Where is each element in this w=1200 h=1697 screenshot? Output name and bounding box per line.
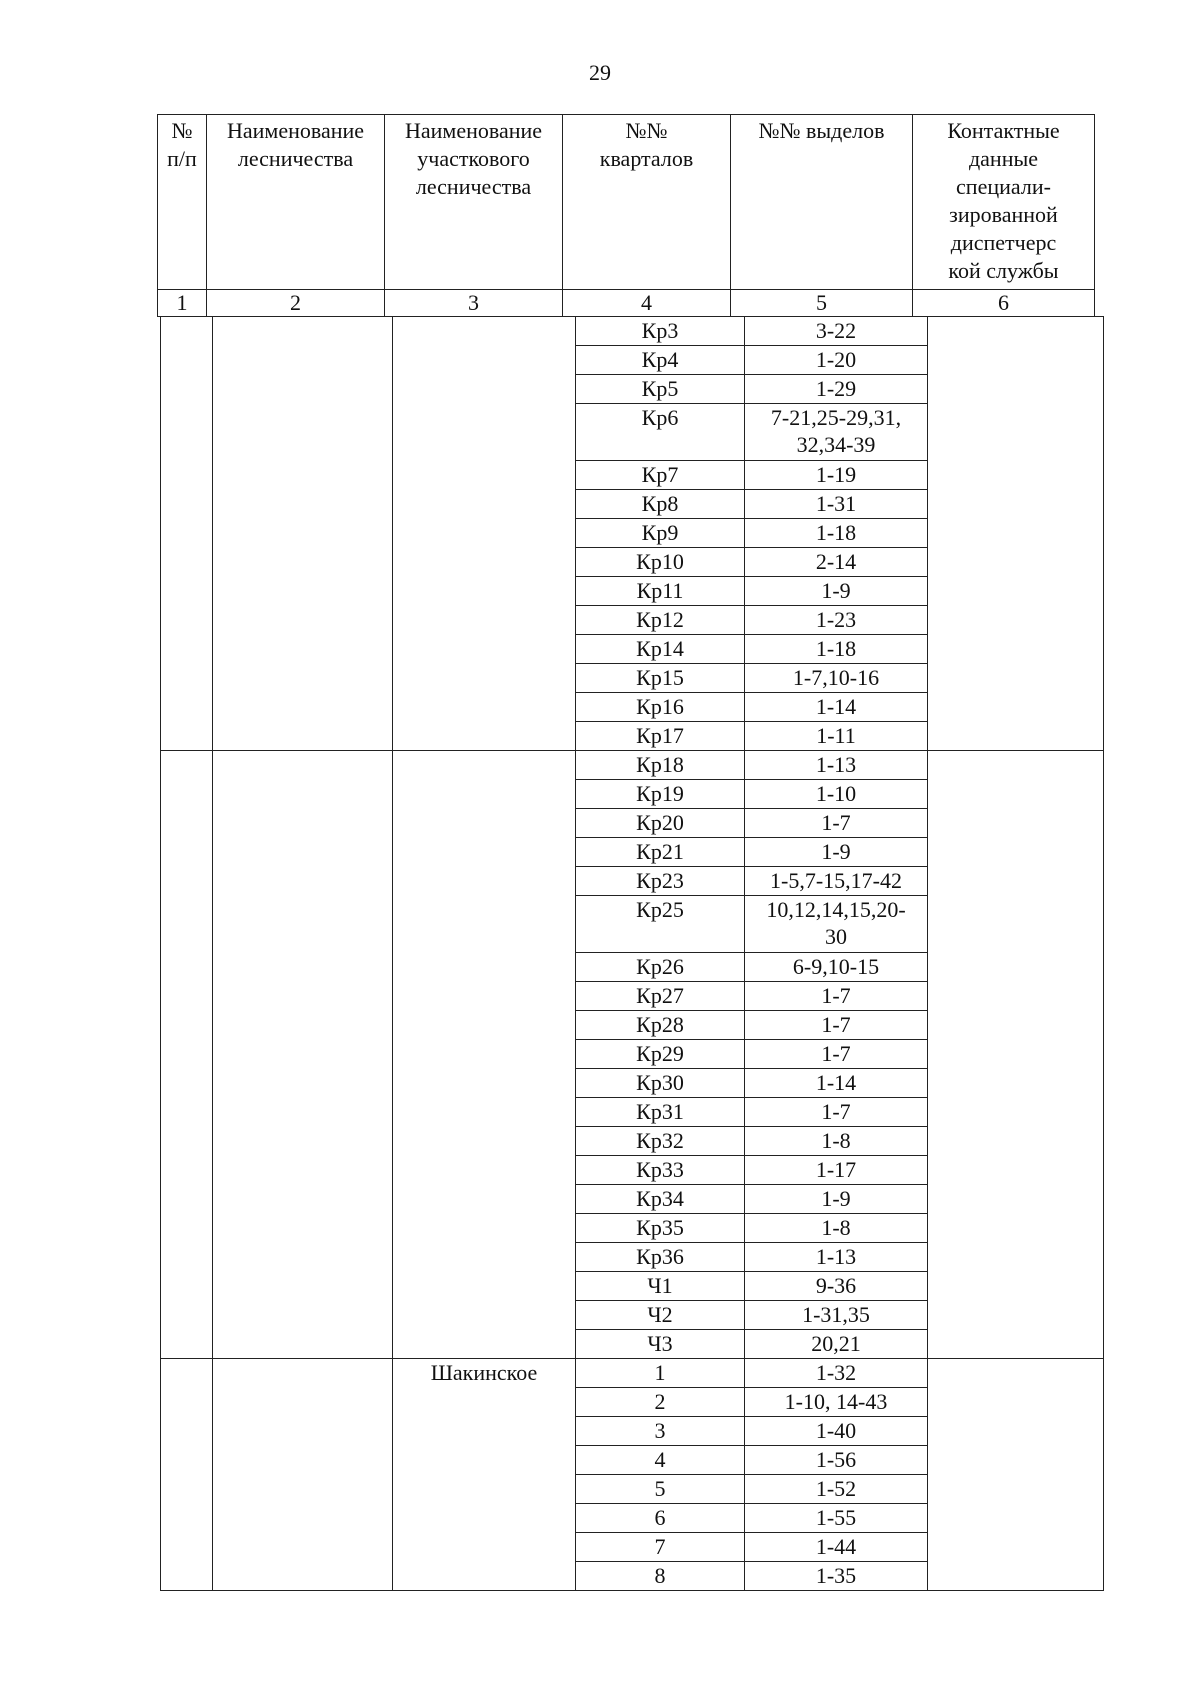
allotments-cell: 1-18 bbox=[745, 519, 928, 548]
allotments-cell: 1-9 bbox=[745, 577, 928, 606]
header-text-line: специали- bbox=[956, 174, 1051, 199]
table-row bbox=[161, 751, 1104, 780]
quarter-cell: Кр33 bbox=[576, 1156, 745, 1185]
allotments-cell: 1-8 bbox=[745, 1214, 928, 1243]
forestry-cell bbox=[213, 1359, 393, 1591]
contacts-cell bbox=[928, 317, 1104, 751]
contacts-cell bbox=[928, 1359, 1104, 1591]
district-cell bbox=[393, 751, 576, 1359]
column-number-cell: 5 bbox=[731, 290, 913, 317]
quarter-cell: Кр7 bbox=[576, 461, 745, 490]
quarter-cell: Кр23 bbox=[576, 867, 745, 896]
allotments-cell: 1-14 bbox=[745, 1069, 928, 1098]
allotments-cell: 1-7 bbox=[745, 1011, 928, 1040]
quarter-cell: 6 bbox=[576, 1504, 745, 1533]
quarter-cell: Ч1 bbox=[576, 1272, 745, 1301]
allotments-cell: 1-56 bbox=[745, 1446, 928, 1475]
quarter-cell: Кр15 bbox=[576, 664, 745, 693]
header-cell-quarters bbox=[563, 115, 731, 290]
quarter-cell: Кр21 bbox=[576, 838, 745, 867]
allotments-cell: 1-10, 14-43 bbox=[745, 1388, 928, 1417]
allotments-cell: 1-10 bbox=[745, 780, 928, 809]
page-number: 29 bbox=[589, 60, 611, 85]
quarter-cell: 8 bbox=[576, 1562, 745, 1591]
header-text-line: участкового bbox=[417, 146, 530, 171]
header-cell-forestry bbox=[207, 115, 385, 290]
quarter-cell: Кр6 bbox=[576, 404, 745, 461]
allotments-cell: 1-23 bbox=[745, 606, 928, 635]
quarter-cell: Кр3 bbox=[576, 317, 745, 346]
header-text-line: Наименование bbox=[226, 118, 365, 143]
allotments-cell: 1-9 bbox=[745, 838, 928, 867]
allotments-cell: 1-18 bbox=[745, 635, 928, 664]
allotments-cell: 1-7 bbox=[745, 1098, 928, 1127]
allotments-cell: 1-29 bbox=[745, 375, 928, 404]
quarter-cell: Кр30 bbox=[576, 1069, 745, 1098]
quarter-cell: Кр14 bbox=[576, 635, 745, 664]
header-cell-allotments bbox=[731, 115, 913, 290]
allotments-cell: 10,12,14,15,20- 30 bbox=[745, 896, 928, 953]
header-text-line: данные bbox=[968, 146, 1039, 171]
quarter-cell: Кр31 bbox=[576, 1098, 745, 1127]
header-text-line: кварталов bbox=[599, 146, 694, 171]
column-number-cell: 1 bbox=[158, 290, 207, 317]
header-text-line: лесничества bbox=[415, 174, 532, 199]
number-cell bbox=[161, 751, 213, 1359]
allotments-cell: 1-7 bbox=[745, 982, 928, 1011]
allotments-cell: 1-40 bbox=[745, 1417, 928, 1446]
allotments-cell: 1-44 bbox=[745, 1533, 928, 1562]
forestry-cell bbox=[213, 751, 393, 1359]
quarter-cell: Кр26 bbox=[576, 953, 745, 982]
forestry-cell bbox=[213, 317, 393, 751]
allotments-cell: 1-7 bbox=[745, 1040, 928, 1069]
header-text-line: № bbox=[171, 118, 193, 143]
allotments-cell: 1-19 bbox=[745, 461, 928, 490]
quarter-cell: Ч3 bbox=[576, 1330, 745, 1359]
allotments-cell: 2-14 bbox=[745, 548, 928, 577]
column-number-cell: 3 bbox=[385, 290, 563, 317]
allotments-cell: 1-11 bbox=[745, 722, 928, 751]
quarter-cell: 7 bbox=[576, 1533, 745, 1562]
number-cell bbox=[161, 1359, 213, 1591]
allotments-cell: 1-32 bbox=[745, 1359, 928, 1388]
quarter-cell: Кр4 bbox=[576, 346, 745, 375]
table-row bbox=[161, 317, 1104, 346]
quarter-cell: Кр10 bbox=[576, 548, 745, 577]
table-body bbox=[160, 316, 1104, 1591]
allotments-cell: 1-13 bbox=[745, 1243, 928, 1272]
quarter-cell: 5 bbox=[576, 1475, 745, 1504]
header-text-line: лесничества bbox=[237, 146, 354, 171]
allotments-cell: 1-14 bbox=[745, 693, 928, 722]
quarter-cell: Кр8 bbox=[576, 490, 745, 519]
allotments-cell: 7-21,25-29,31, 32,34-39 bbox=[745, 404, 928, 461]
header-text-line: п/п bbox=[167, 146, 197, 171]
quarter-cell: 4 bbox=[576, 1446, 745, 1475]
allotments-cell: 1-31 bbox=[745, 490, 928, 519]
allotments-cell: 9-36 bbox=[745, 1272, 928, 1301]
quarter-cell: Кр34 bbox=[576, 1185, 745, 1214]
allotments-cell: 1-13 bbox=[745, 751, 928, 780]
header-text-line: зированной bbox=[949, 202, 1058, 227]
header-text-line: диспетчерс bbox=[950, 230, 1057, 255]
quarter-cell: Кр11 bbox=[576, 577, 745, 606]
table-row bbox=[161, 1359, 1104, 1388]
allotments-cell: 1-7,10-16 bbox=[745, 664, 928, 693]
quarter-cell: 3 bbox=[576, 1417, 745, 1446]
quarter-cell: 2 bbox=[576, 1388, 745, 1417]
quarter-cell: Ч2 bbox=[576, 1301, 745, 1330]
allotments-cell: 3-22 bbox=[745, 317, 928, 346]
quarter-cell: Кр5 bbox=[576, 375, 745, 404]
allotments-cell: 1-17 bbox=[745, 1156, 928, 1185]
header-cell-number bbox=[158, 115, 207, 290]
header-text-line: Контактные bbox=[947, 118, 1060, 143]
quarter-cell: Кр29 bbox=[576, 1040, 745, 1069]
quarter-cell: Кр17 bbox=[576, 722, 745, 751]
column-number-cell: 2 bbox=[207, 290, 385, 317]
allotments-cell: 1-8 bbox=[745, 1127, 928, 1156]
table-header bbox=[157, 114, 1095, 317]
contacts-cell bbox=[928, 751, 1104, 1359]
district-cell bbox=[393, 317, 576, 751]
quarter-cell: Кр28 bbox=[576, 1011, 745, 1040]
header-text-line: №№ выделов bbox=[758, 118, 885, 143]
quarter-cell: 1 bbox=[576, 1359, 745, 1388]
allotments-cell: 20,21 bbox=[745, 1330, 928, 1359]
district-cell: Шакинское bbox=[393, 1359, 576, 1591]
quarter-cell: Кр9 bbox=[576, 519, 745, 548]
column-number-cell: 4 bbox=[563, 290, 731, 317]
column-number-cell: 6 bbox=[913, 290, 1095, 317]
quarter-cell: Кр20 bbox=[576, 809, 745, 838]
header-cell-district-forestry bbox=[385, 115, 563, 290]
allotments-cell: 1-9 bbox=[745, 1185, 928, 1214]
quarter-cell: Кр18 bbox=[576, 751, 745, 780]
allotments-cell: 1-5,7-15,17-42 bbox=[745, 867, 928, 896]
number-cell bbox=[161, 317, 213, 751]
allotments-cell: 1-35 bbox=[745, 1562, 928, 1591]
allotments-cell: 1-55 bbox=[745, 1504, 928, 1533]
header-cell-contacts bbox=[913, 115, 1095, 290]
quarter-cell: Кр27 bbox=[576, 982, 745, 1011]
quarter-cell: Кр25 bbox=[576, 896, 745, 953]
quarter-cell: Кр32 bbox=[576, 1127, 745, 1156]
header-text-line: кой службы bbox=[948, 258, 1059, 283]
allotments-cell: 6-9,10-15 bbox=[745, 953, 928, 982]
allotments-cell: 1-7 bbox=[745, 809, 928, 838]
quarter-cell: Кр35 bbox=[576, 1214, 745, 1243]
quarter-cell: Кр16 bbox=[576, 693, 745, 722]
quarter-cell: Кр12 bbox=[576, 606, 745, 635]
header-text-line: Наименование bbox=[404, 118, 543, 143]
allotments-cell: 1-20 bbox=[745, 346, 928, 375]
allotments-cell: 1-52 bbox=[745, 1475, 928, 1504]
quarter-cell: Кр36 bbox=[576, 1243, 745, 1272]
header-text-line: №№ bbox=[625, 118, 668, 143]
quarter-cell: Кр19 bbox=[576, 780, 745, 809]
allotments-cell: 1-31,35 bbox=[745, 1301, 928, 1330]
